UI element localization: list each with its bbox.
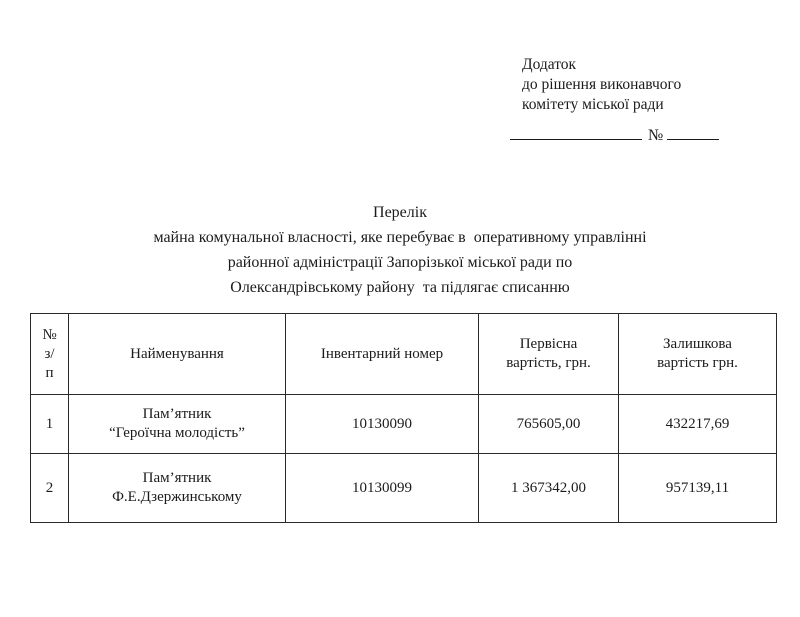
column-header-residual-value	[619, 314, 777, 395]
cell-residual-value: 957139,11	[619, 454, 777, 523]
cell-number: 2	[31, 454, 69, 523]
column-header-primary-value	[479, 314, 619, 395]
column-header-residual-value-line2: вартість грн.	[657, 355, 738, 371]
numero-symbol: №	[648, 127, 664, 144]
column-header-number-line1: №	[42, 326, 57, 343]
header-line-appendix: Додаток	[522, 56, 577, 73]
cell-primary-value: 765605,00	[479, 395, 619, 454]
header-line-decision: до рішення виконавчого	[522, 76, 682, 93]
column-header-number-line3: п	[45, 364, 54, 381]
number-blank-rule	[667, 126, 719, 140]
column-header-primary-value-line1: Первісна	[519, 336, 578, 352]
table-row	[31, 454, 777, 523]
column-header-number	[31, 314, 69, 395]
cell-name-line1: Пам’ятник	[142, 470, 212, 486]
title-line-4: Олександрівському району та підлягає списанню	[230, 279, 570, 296]
date-blank-rule	[510, 126, 642, 140]
page-title: Перелік	[373, 204, 427, 221]
document-header-block	[522, 55, 782, 115]
cell-inventory: 10130099	[286, 454, 479, 523]
cell-name-line2: Ф.Е.Дзержинському	[112, 489, 242, 505]
cell-primary-value: 1 367342,00	[479, 454, 619, 523]
table-header-row	[31, 314, 777, 395]
cell-name	[69, 454, 286, 523]
cell-inventory: 10130090	[286, 395, 479, 454]
header-date-number-line	[510, 125, 780, 147]
cell-residual-value: 432217,69	[619, 395, 777, 454]
cell-number: 1	[31, 395, 69, 454]
table-body	[31, 395, 777, 523]
cell-name	[69, 395, 286, 454]
table-row	[31, 395, 777, 454]
header-line-committee: комітету міської ради	[522, 96, 664, 113]
title-line-2: майна комунальної власності, яке перебуває в оперативному управлінні	[153, 229, 647, 246]
column-header-inventory: Інвентарний номер	[286, 314, 479, 395]
column-header-name: Найменування	[69, 314, 286, 395]
column-header-residual-value-line1: Залишкова	[663, 336, 732, 352]
table-header	[31, 314, 777, 395]
property-table	[30, 313, 777, 523]
document-title-block	[0, 200, 800, 300]
column-header-primary-value-line2: вартість, грн.	[506, 355, 591, 371]
property-table-wrapper	[30, 313, 776, 523]
column-header-number-line2: з/	[44, 345, 55, 362]
title-line-3: районної адміністрації Запорізької міської ради по	[227, 254, 573, 271]
cell-name-line1: Пам’ятник	[142, 406, 212, 422]
cell-name-line2: “Героїчна молодість”	[109, 425, 245, 441]
